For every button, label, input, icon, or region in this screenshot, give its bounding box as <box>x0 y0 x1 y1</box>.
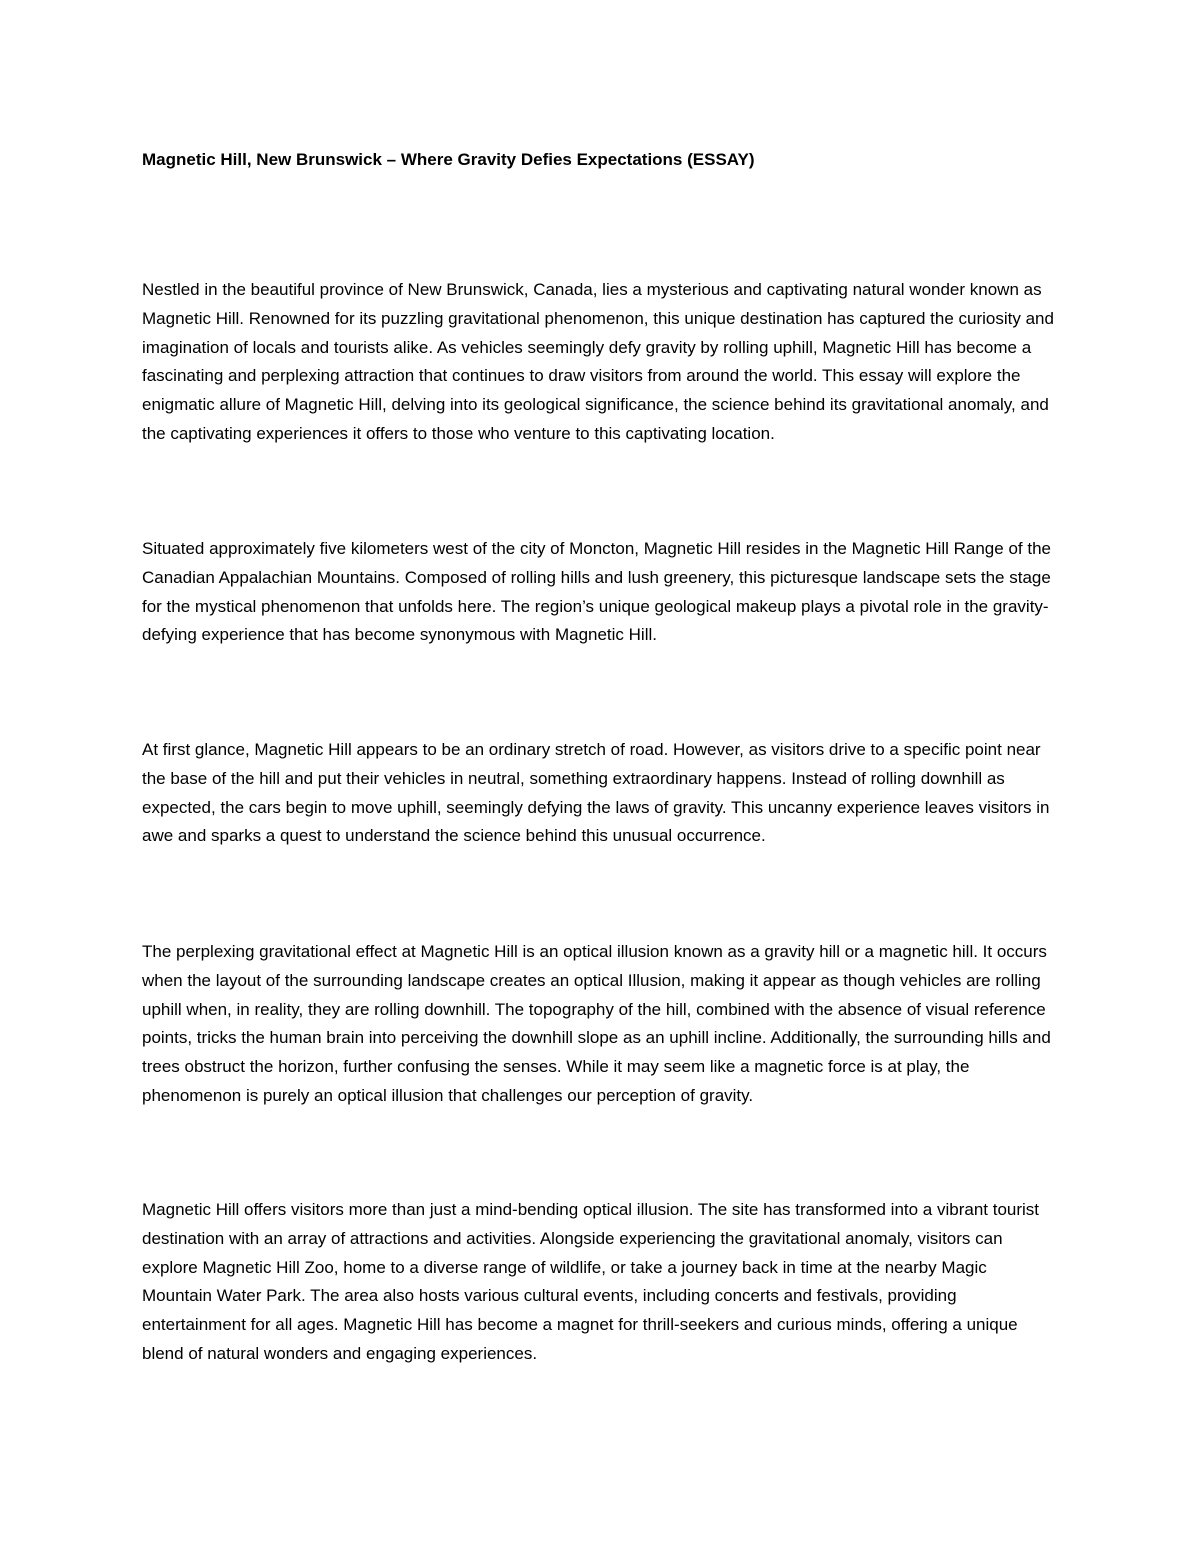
essay-paragraph-introduction: Nestled in the beautiful province of New Brunswick, Canada, lies a mysterious and captivating natural wonder known as Magnetic Hill. Renowned for its puzzling gravitational phenomenon, this unique destination has captured the curiosity and imagination of locals and tourists alike. As vehicles seemingly defy gravity by rolling uphill, Magnetic Hill has become a fascinating and perplexing attraction that continues to draw visitors from around the world. This essay will explore the enigmatic allure of Magnetic Hill, delving into its geological significance, the science behind its gravitational anomaly, and the captivating experiences it offers to those who venture to this captivating location. <box>142 280 1054 443</box>
essay-title: Magnetic Hill, New Brunswick – Where Gravity Defies Expectations (ESSAY) <box>142 150 755 169</box>
essay-paragraph-attractions: Magnetic Hill offers visitors more than just a mind-bending optical illusion. The site has transformed into a vibrant tourist destination with an array of attractions and activities. Alongside experiencing the gravitational anomaly, visitors can explore Magnetic Hill Zoo, home to a diverse range of wildlife, or take a journey back in time at the nearby Magic Mountain Water Park. The area also hosts various cultural events, including concerts and festivals, providing entertainment for all ages. Magnetic Hill has become a magnet for thrill-seekers and curious minds, offering a unique blend of natural wonders and engaging experiences. <box>142 1200 1040 1363</box>
essay-paragraph-phenomenon: At first glance, Magnetic Hill appears to be an ordinary stretch of road. However, as visitors drive to a specific point near the base of the hill and put their vehicles in neutral, something extraordinary happens. Instead of rolling downhill as expected, the cars begin to move uphill, seemingly defying the laws of gravity. This uncanny experience leaves visitors in awe and sparks a quest to understand the science behind this unusual occurrence. <box>142 740 1050 846</box>
essay-paragraph-explanation: The perplexing gravitational effect at Magnetic Hill is an optical illusion known as a gravity hill or a magnetic hill. It occurs when the layout of the surrounding landscape creates an optical Illusion, making it appear as though vehicles are rolling uphill when, in reality, they are rolling downhill. The topography of the hill, combined with the absence of visual reference points, tricks the human brain into perceiving the downhill slope as an uphill incline. Additionally, the surrounding hills and trees obstruct the horizon, further confusing the senses. While it may seem like a magnetic force is at play, the phenomenon is purely an optical illusion that challenges our perception of gravity. <box>142 942 1051 1105</box>
essay-paragraph-location: Situated approximately five kilometers west of the city of Moncton, Magnetic Hill resides in the Magnetic Hill Range of the Canadian Appalachian Mountains. Composed of rolling hills and lush greenery, this picturesque landscape sets the stage for the mystical phenomenon that unfolds here. The region’s unique geological makeup plays a pivotal role in the gravity-defying experience that has become synonymous with Magnetic Hill. <box>142 539 1051 645</box>
